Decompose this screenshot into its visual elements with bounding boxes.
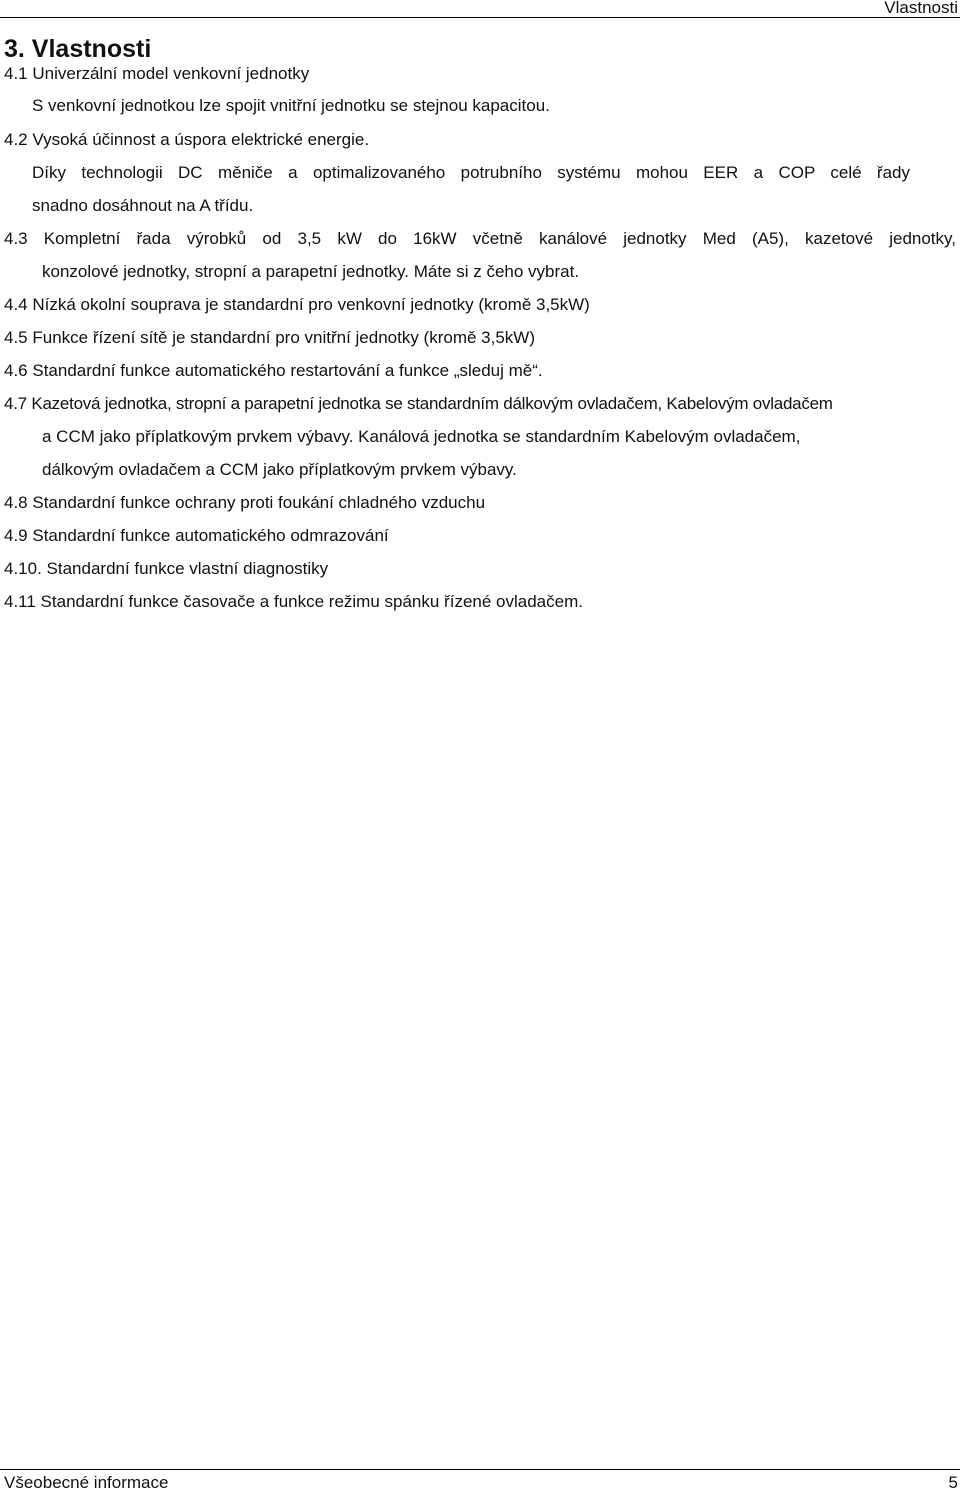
item-4-10: 4.10. Standardní funkce vlastní diagnostiky xyxy=(4,559,329,578)
item-4-8: 4.8 Standardní funkce ochrany proti foukání chladného vzduchu xyxy=(4,493,486,512)
item-4-7-text-line-2: a CCM jako příplatkovým prvkem výbavy. Kanálová jednotka se standardním Kabelovým ovladačem, xyxy=(42,427,801,446)
item-4-11: 4.11 Standardní funkce časovače a funkce režimu spánku řízené ovladačem. xyxy=(4,592,583,611)
item-4-1-heading: 4.1 Univerzální model venkovní jednotky xyxy=(4,64,310,83)
item-4-3-text-line-2: konzolové jednotky, stropní a parapetní jednotky. Máte si z čeho vybrat. xyxy=(42,262,580,281)
item-4-4: 4.4 Nízká okolní souprava je standardní pro venkovní jednotky (kromě 3,5kW) xyxy=(4,295,590,314)
item-4-7-text-line-1: 4.7 Kazetová jednotka, stropní a parapetní jednotka se standardním dálkovým ovladačem, Kabelovým ovladačem xyxy=(4,394,833,413)
item-4-7-text-line-3: dálkovým ovladačem a CCM jako příplatkovým prvkem výbavy. xyxy=(42,460,517,479)
page-number: 5 xyxy=(948,1473,958,1492)
item-4-1-text: S venkovní jednotkou lze spojit vnitřní jednotku se stejnou kapacitou. xyxy=(32,96,550,115)
item-4-5: 4.5 Funkce řízení sítě je standardní pro vnitřní jednotky (kromě 3,5kW) xyxy=(4,328,536,347)
item-4-2-text-line-1: Díky technologii DC měniče a optimalizovaného potrubního systému mohou EER a COP celé řady xyxy=(32,163,910,182)
footer-section-name: Všeobecné informace xyxy=(4,1473,169,1492)
item-4-6: 4.6 Standardní funkce automatického restartování a funkce „sleduj mě“. xyxy=(4,361,543,380)
item-4-9: 4.9 Standardní funkce automatického odmrazování xyxy=(4,526,389,545)
header-divider xyxy=(0,17,960,18)
footer-divider xyxy=(0,1469,960,1470)
section-title: 3. Vlastnosti xyxy=(4,35,152,63)
item-4-2-text-line-2: snadno dosáhnout na A třídu. xyxy=(32,196,254,215)
item-4-2-heading: 4.2 Vysoká účinnost a úspora elektrické energie. xyxy=(4,130,370,149)
running-header-title: Vlastnosti xyxy=(884,0,958,17)
item-4-3-text-line-1: 4.3 Kompletní řada výrobků od 3,5 kW do 16kW včetně kanálové jednotky Med (A5), kazetové jednotky, xyxy=(4,229,956,248)
